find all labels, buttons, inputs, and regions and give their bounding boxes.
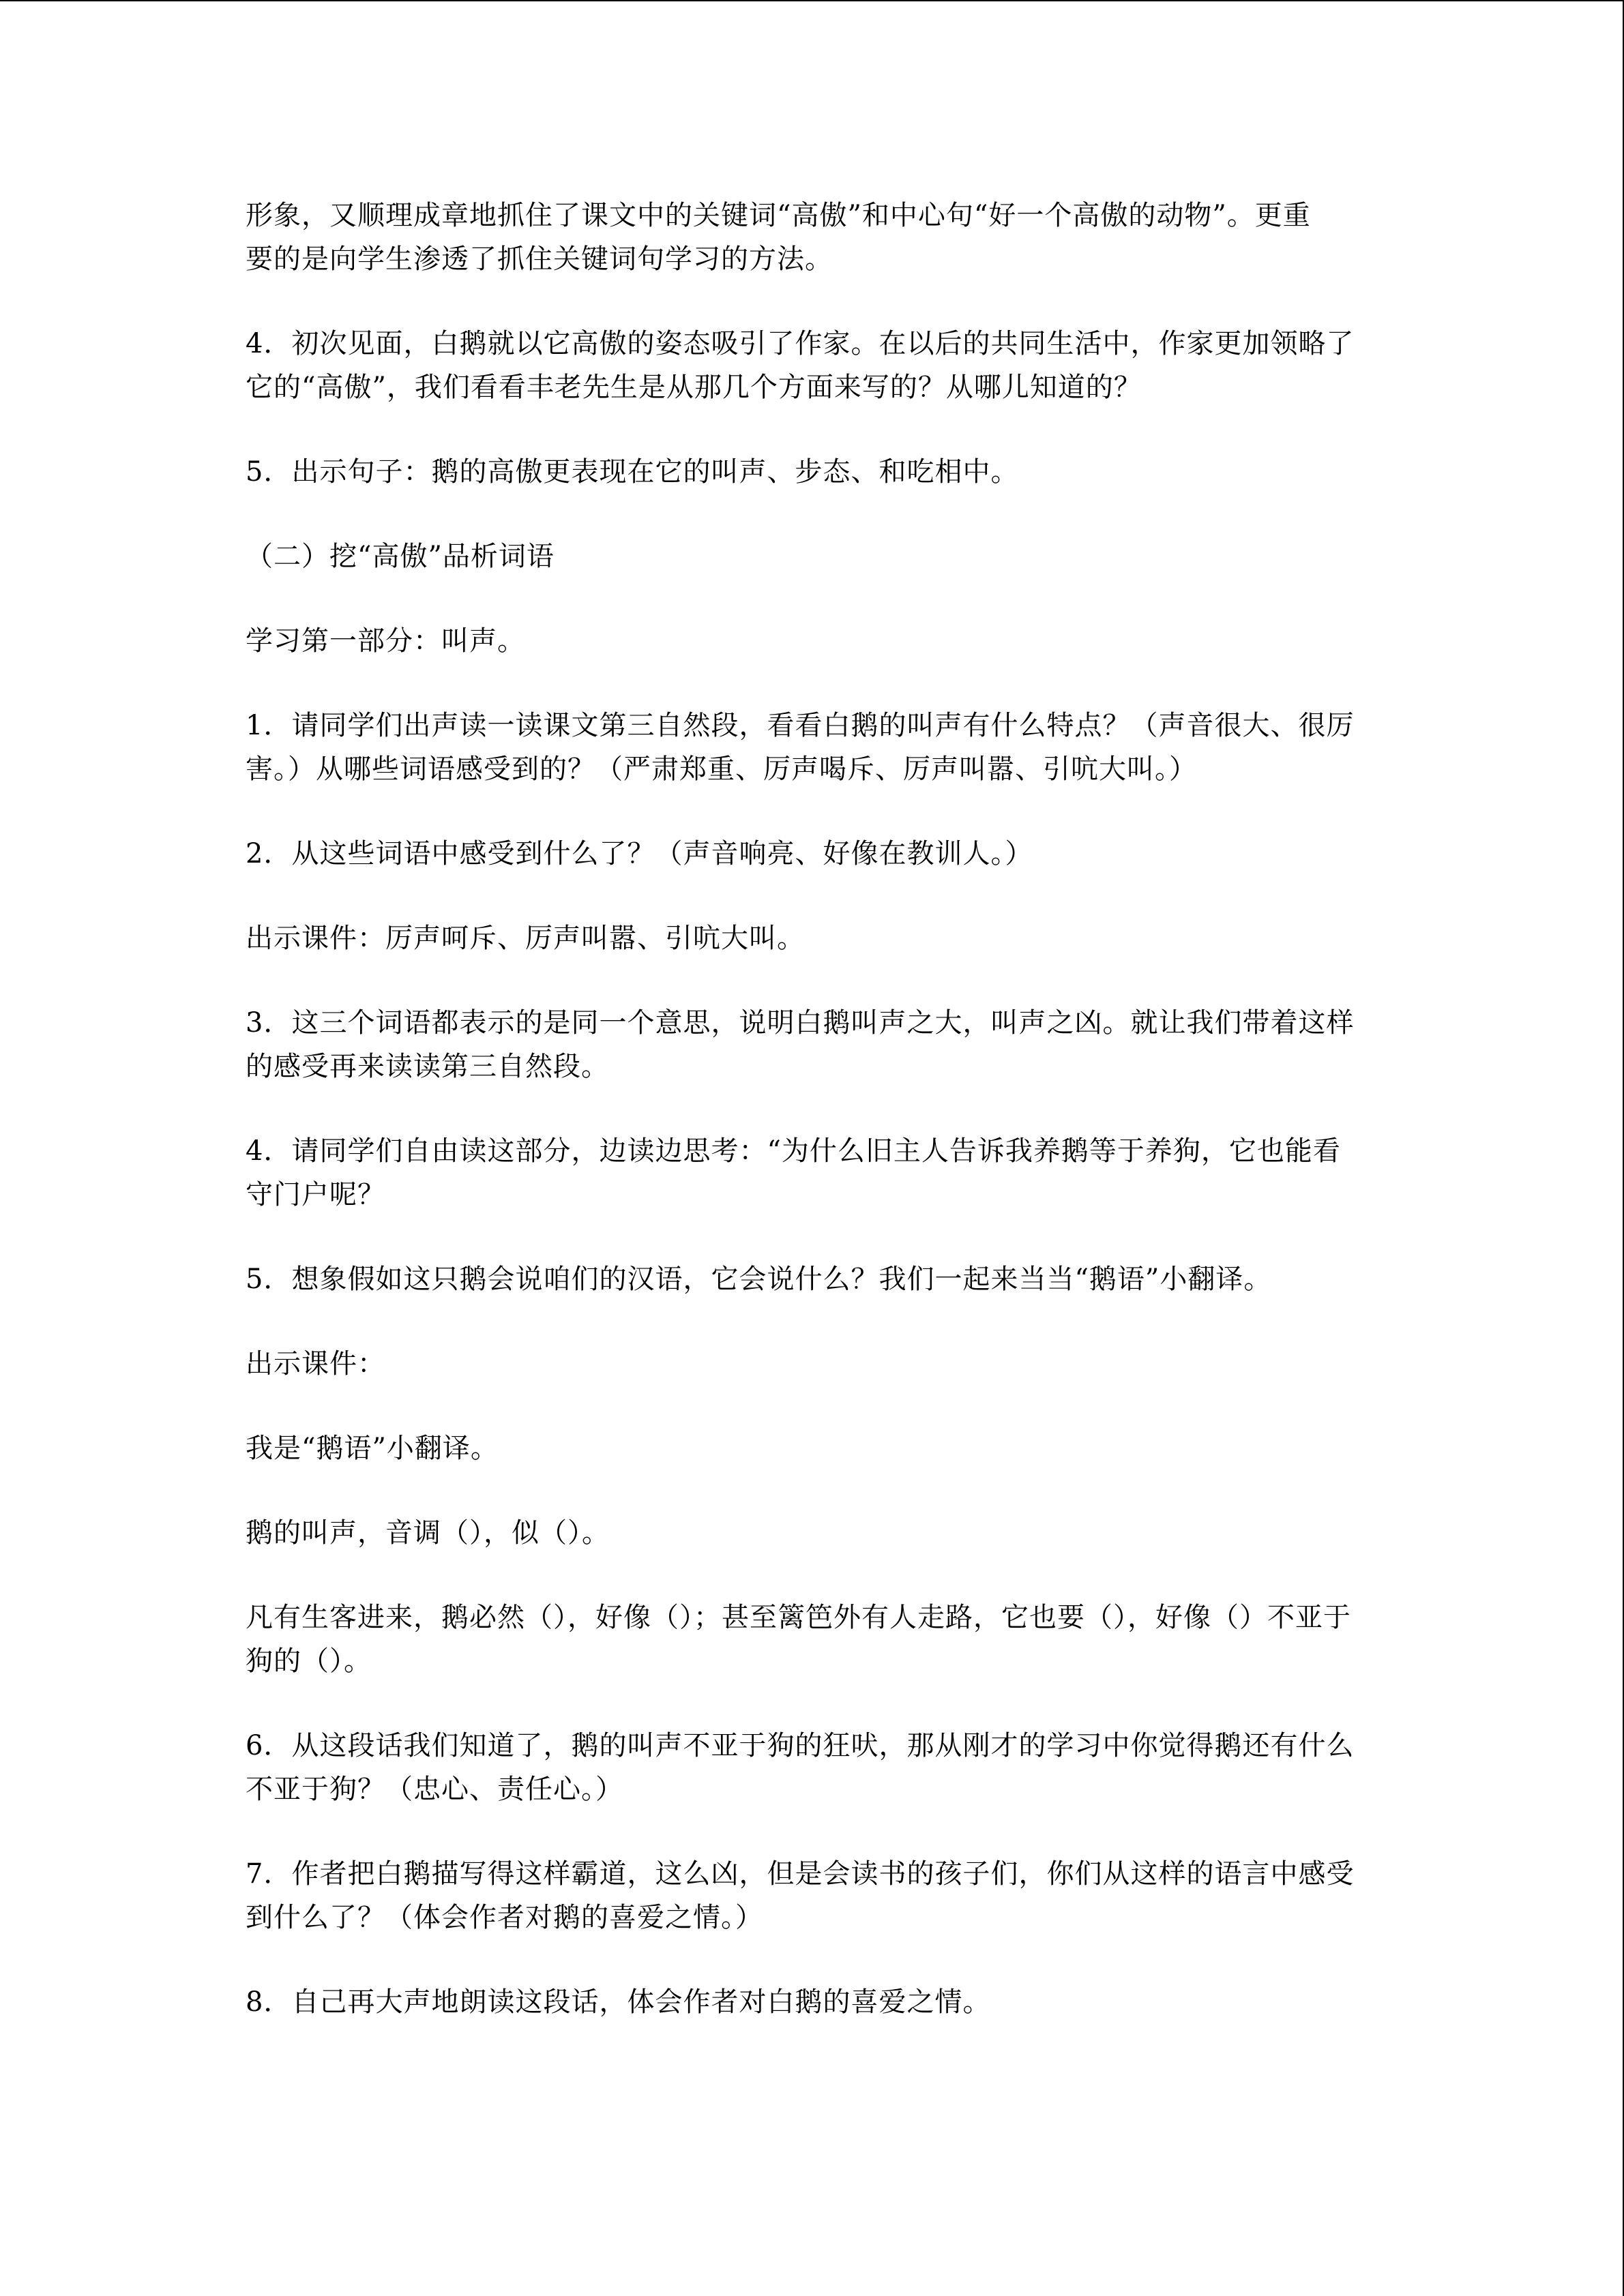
text-line: 鹅的叫声，音调（），似（）。: [246, 1517, 610, 1549]
paragraph-step-4: [246, 322, 1378, 409]
paragraph-intro-continuation: [246, 194, 1378, 281]
text-line: 学习第一部分：叫声。: [246, 625, 525, 657]
section-heading: [246, 535, 1378, 578]
text-line: 守门户呢？: [246, 1179, 385, 1210]
paragraph-courseware-1: [246, 916, 1378, 960]
paragraph-item-5: [246, 1257, 1378, 1301]
paragraph-fill-blank-1: [246, 1511, 1378, 1555]
text-line: 出示课件：: [246, 1348, 385, 1380]
text-line: 4．请同学们自由读这部分，边读边思考：“为什么旧主人告诉我养鹅等于养狗，它也能看: [246, 1135, 1341, 1167]
text-line: 的感受再来读读第三自然段。: [246, 1051, 609, 1082]
paragraph-item-7: [246, 1852, 1378, 1939]
paragraph-fill-blank-2: [246, 1596, 1378, 1683]
paragraph-item-3: [246, 1001, 1378, 1088]
paragraph-translator-title: [246, 1427, 1378, 1470]
text-line: 要的是向学生渗透了抓住关键词句学习的方法。: [246, 243, 833, 275]
text-line: 狗的（）。: [246, 1645, 372, 1677]
paragraph-item-2: [246, 832, 1378, 876]
text-line: 害。）从哪些词语感受到的？（严肃郑重、厉声喝斥、厉声叫嚣、引吭大叫。）: [246, 754, 1197, 785]
paragraph-courseware-2: [246, 1342, 1378, 1386]
text-line: 到什么了？（体会作者对鹅的喜爱之情。）: [246, 1902, 763, 1933]
text-line: 我是“鹅语”小翻译。: [246, 1433, 499, 1464]
subsection-heading: [246, 619, 1378, 663]
paragraph-item-8: [246, 1980, 1378, 2024]
text-line: 8．自己再大声地朗读这段话，体会作者对白鹅的喜爱之情。: [246, 1986, 991, 2018]
text-line: （二）挖“高傲”品析词语: [246, 541, 555, 572]
text-line: 4．初次见面，白鹅就以它高傲的姿态吸引了作家。在以后的共同生活中，作家更加领略了: [246, 328, 1355, 359]
text-line: 不亚于狗？（忠心、责任心。）: [246, 1774, 623, 1805]
paragraph-item-6: [246, 1724, 1378, 1811]
text-line: 5．出示句子：鹅的高傲更表现在它的叫声、步态、和吃相中。: [246, 456, 1019, 488]
text-line: 凡有生客进来，鹅必然（），好像（）；甚至篱笆外有人走路，它也要（），好像（）不亚于: [246, 1602, 1351, 1633]
text-line: 它的“高傲”，我们看看丰老先生是从那几个方面来写的？从哪儿知道的？: [246, 372, 1142, 403]
text-line: 形象，又顺理成章地抓住了课文中的关键词“高傲”和中心句“好一个高傲的动物”。更重: [246, 200, 1311, 231]
text-line: 出示课件：厉声呵斥、厉声叫嚣、引吭大叫。: [246, 923, 805, 954]
text-line: 7．作者把白鹅描写得这样霸道，这么凶，但是会读书的孩子们，你们从这样的语言中感受: [246, 1858, 1355, 1890]
text-line: 5．想象假如这只鹅会说咱们的汉语，它会说什么？我们一起来当当“鹅语”小翻译。: [246, 1264, 1272, 1295]
text-line: 2．从这些词语中感受到什么了？（声音响亮、好像在教训人。）: [246, 838, 1033, 869]
paragraph-step-5: [246, 450, 1378, 494]
text-line: 3．这三个词语都表示的是同一个意思，说明白鹅叫声之大，叫声之凶。就让我们带着这样: [246, 1007, 1355, 1039]
paragraph-item-1: [246, 704, 1378, 791]
paragraph-item-4: [246, 1129, 1378, 1217]
text-line: 6．从这段话我们知道了，鹅的叫声不亚于狗的狂吠，那从刚才的学习中你觉得鹅还有什么: [246, 1730, 1355, 1761]
text-line: 1．请同学们出声读一读课文第三自然段，看看白鹅的叫声有什么特点？（声音很大、很厉: [246, 710, 1355, 741]
document-body: [246, 194, 1378, 2065]
